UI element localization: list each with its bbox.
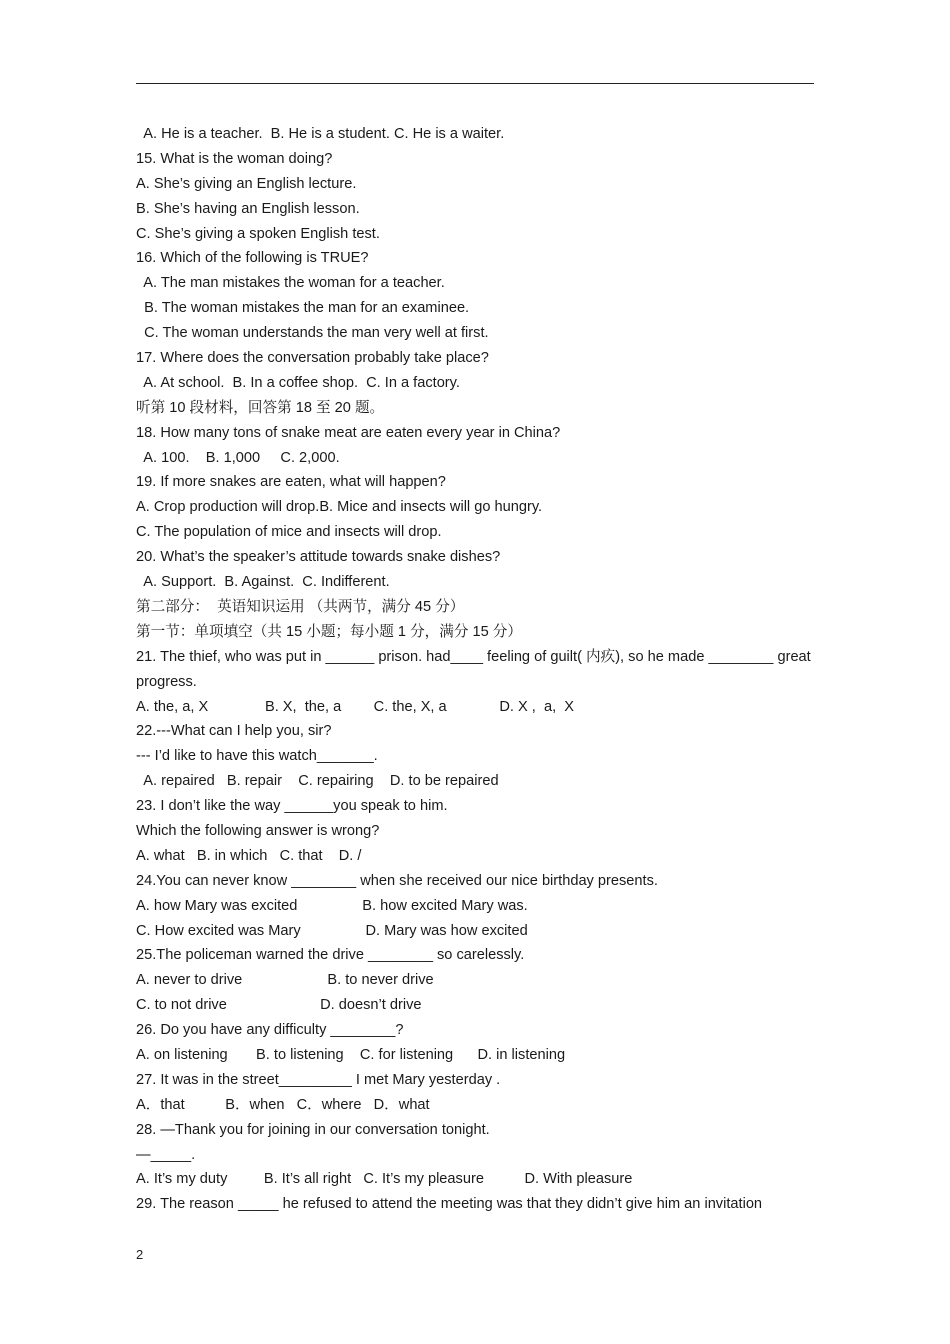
text-line: B. She’s having an English lesson.: [136, 200, 360, 217]
text-line: A. At school. B. In a coffee shop. C. In a factory.: [136, 374, 460, 391]
text-line: A. repaired B. repair C. repairing D. to be repaired: [136, 773, 499, 790]
page-number: 2: [136, 1247, 144, 1262]
text-line: A. the, a, X B. X, the, a C. the, X, a D. X , a, X: [136, 698, 574, 715]
question-26: 26. Do you have any difficulty ________?: [136, 1022, 404, 1039]
section-instruction: 听第 10 段材料，回答第 18 至 20 题。: [136, 399, 385, 416]
text-line: A. never to drive B. to never drive: [136, 972, 434, 989]
text-line: —_____.: [136, 1146, 196, 1163]
text-line: C. The woman understands the man very well at first.: [136, 325, 489, 342]
text-line: C. How excited was Mary D. Mary was how excited: [136, 922, 528, 939]
text-line: A. It’s my duty B. It’s all right C. It’s my pleasure D. With pleasure: [136, 1171, 633, 1188]
part-heading: 第二部分： 英语知识运用 （共两节，满分 45 分）: [136, 598, 465, 615]
text-line: A. Support. B. Against. C. Indifferent.: [136, 574, 390, 591]
text-line: A. on listening B. to listening C. for listening D. in listening: [136, 1046, 566, 1063]
question-20: 20. What’s the speaker’s attitude towards snake dishes?: [136, 549, 501, 566]
text-line: C. The population of mice and insects will drop.: [136, 524, 442, 541]
text-line: A．that B．when C．where D．what: [136, 1096, 430, 1113]
question-22: 22.---What can I help you, sir?: [136, 723, 332, 740]
text-line: A. how Mary was excited B. how excited Mary was.: [136, 897, 528, 914]
text-line: A. She’s giving an English lecture.: [136, 175, 357, 192]
question-21: 21. The thief, who was put in ______ prison. had____ feeling of guilt( 内疚), so he made ________ great progress.: [136, 648, 811, 690]
text-line: A. He is a teacher. B. He is a student. C. He is a waiter.: [136, 126, 505, 142]
text-line: A. 100. B. 1,000 C. 2,000.: [136, 449, 340, 466]
question-27: 27. It was in the street_________ I met Mary yesterday .: [136, 1071, 501, 1088]
question-24: 24.You can never know ________ when she received our nice birthday presents.: [136, 872, 658, 889]
question-28: 28. —Thank you for joining in our conversation tonight.: [136, 1121, 490, 1138]
text-line: A. The man mistakes the woman for a teacher.: [136, 275, 445, 292]
text-line: Which the following answer is wrong?: [136, 822, 380, 839]
question-15: 15. What is the woman doing?: [136, 150, 333, 167]
question-16: 16. Which of the following is TRUE?: [136, 250, 369, 267]
document-body: [136, 122, 816, 1217]
question-17: 17. Where does the conversation probably take place?: [136, 350, 489, 367]
question-29: 29. The reason _____ he refused to attend the meeting was that they didn’t give him an invitation: [136, 1196, 763, 1213]
text-line: A. Crop production will drop.B. Mice and insects will go hungry.: [136, 499, 543, 516]
question-18: 18. How many tons of snake meat are eaten every year in China?: [136, 424, 561, 441]
question-23: 23. I don’t like the way ______you speak to him.: [136, 798, 448, 815]
text-line: B. The woman mistakes the man for an examinee.: [136, 300, 470, 317]
question-19: 19. If more snakes are eaten, what will happen?: [136, 474, 446, 491]
header-rule: [136, 83, 814, 84]
question-25: 25.The policeman warned the drive ________ so carelessly.: [136, 947, 525, 964]
text-line: C. to not drive D. doesn’t drive: [136, 997, 422, 1014]
text-line: C. She’s giving a spoken English test.: [136, 225, 380, 242]
section-heading: 第一节：单项填空（共 15 小题；每小题 1 分，满分 15 分）: [136, 623, 522, 640]
text-line: A. what B. in which C. that D. /: [136, 847, 362, 864]
text-line: --- I’d like to have this watch_______.: [136, 748, 378, 765]
